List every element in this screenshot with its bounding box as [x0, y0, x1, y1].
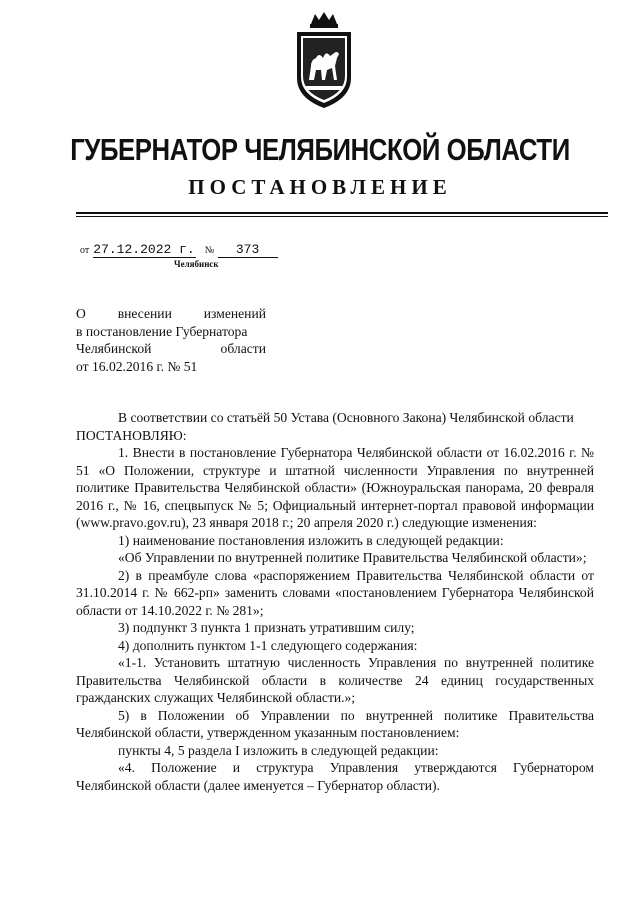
header-divider	[76, 212, 608, 214]
body-paragraph: 5) в Положении об Управлении по внутренней политике Правительства Челябинской области, утвержденном указанным постановлением:	[76, 707, 594, 740]
subject-line: Челябинской области	[76, 341, 266, 356]
body-paragraph: «1-1. Установить штатную численность Управления по внутренней политике Правительства Челябинской области в количестве 24 единиц государственных гражданских служащих Челябинской области.»;	[76, 655, 594, 705]
document-meta	[80, 241, 278, 258]
subject-line: в постановление Губернатора	[76, 323, 248, 339]
number-label: №	[204, 245, 215, 256]
body-paragraph: 4) дополнить пунктом 1-1 следующего содержания:	[118, 637, 418, 653]
body-paragraph: В соответствии со статьёй 50 Устава (Основного Закона) Челябинской области	[118, 410, 574, 425]
city-label: Челябинск	[174, 259, 219, 269]
subject-line: О внесении изменений	[76, 306, 266, 321]
document-type: ПОСТАНОВЛЕНИЕ	[188, 175, 452, 199]
body-paragraph: 3) подпункт 3 пункта 1 признать утратившим силу;	[118, 620, 415, 635]
resolution-heading: ПОСТАНОВЛЯЮ:	[76, 427, 187, 443]
body-paragraph: 1. Внести в постановление Губернатора Челябинской области от 16.02.2016 г. № 51 «О Положении, структуре и штатной численности Управления по внутренней политике Правительства Челябинской области» (Южноуральская панорама, 20 февраля 2016 г., № 16, спецвыпуск № 5; Официальный интернет-портал правовой информации (www.pravo.gov.ru), 23 января 2018 г.; 20 апреля 2020 г.) следующие изменения:	[76, 445, 594, 530]
body-paragraph: 1) наименование постановления изложить в следующей редакции:	[118, 532, 504, 548]
date-label: от	[80, 245, 90, 256]
coat-of-arms-emblem	[289, 10, 359, 110]
document-date: 27.12.2022 г.	[93, 242, 195, 257]
body-paragraph: 2) в преамбуле слова «распоряжением Правительства Челябинской области от 31.10.2014 г. № 662-рп» заменить словами «постановлением Губернатора Челябинской области от 14.10.2022 г. № 281»;	[76, 567, 594, 618]
body-paragraph: пункты 4, 5 раздела I изложить в следующей редакции:	[118, 742, 439, 758]
issuer-title: ГУБЕРНАТОР ЧЕЛЯБИНСКОЙ ОБЛАСТИ	[70, 132, 570, 167]
header-divider-thin	[76, 216, 608, 217]
body-paragraph: «4. Положение и структура Управления утверждаются Губернатором Челябинской области (далее именуется – Губернатор области).	[76, 760, 594, 793]
body-paragraph: «Об Управлении по внутренней политике Правительства Челябинской области»;	[118, 550, 587, 565]
subject-line: от 16.02.2016 г. № 51	[76, 358, 198, 374]
document-number: 373	[218, 242, 278, 258]
document-body	[76, 409, 594, 794]
document-subject	[76, 305, 266, 375]
